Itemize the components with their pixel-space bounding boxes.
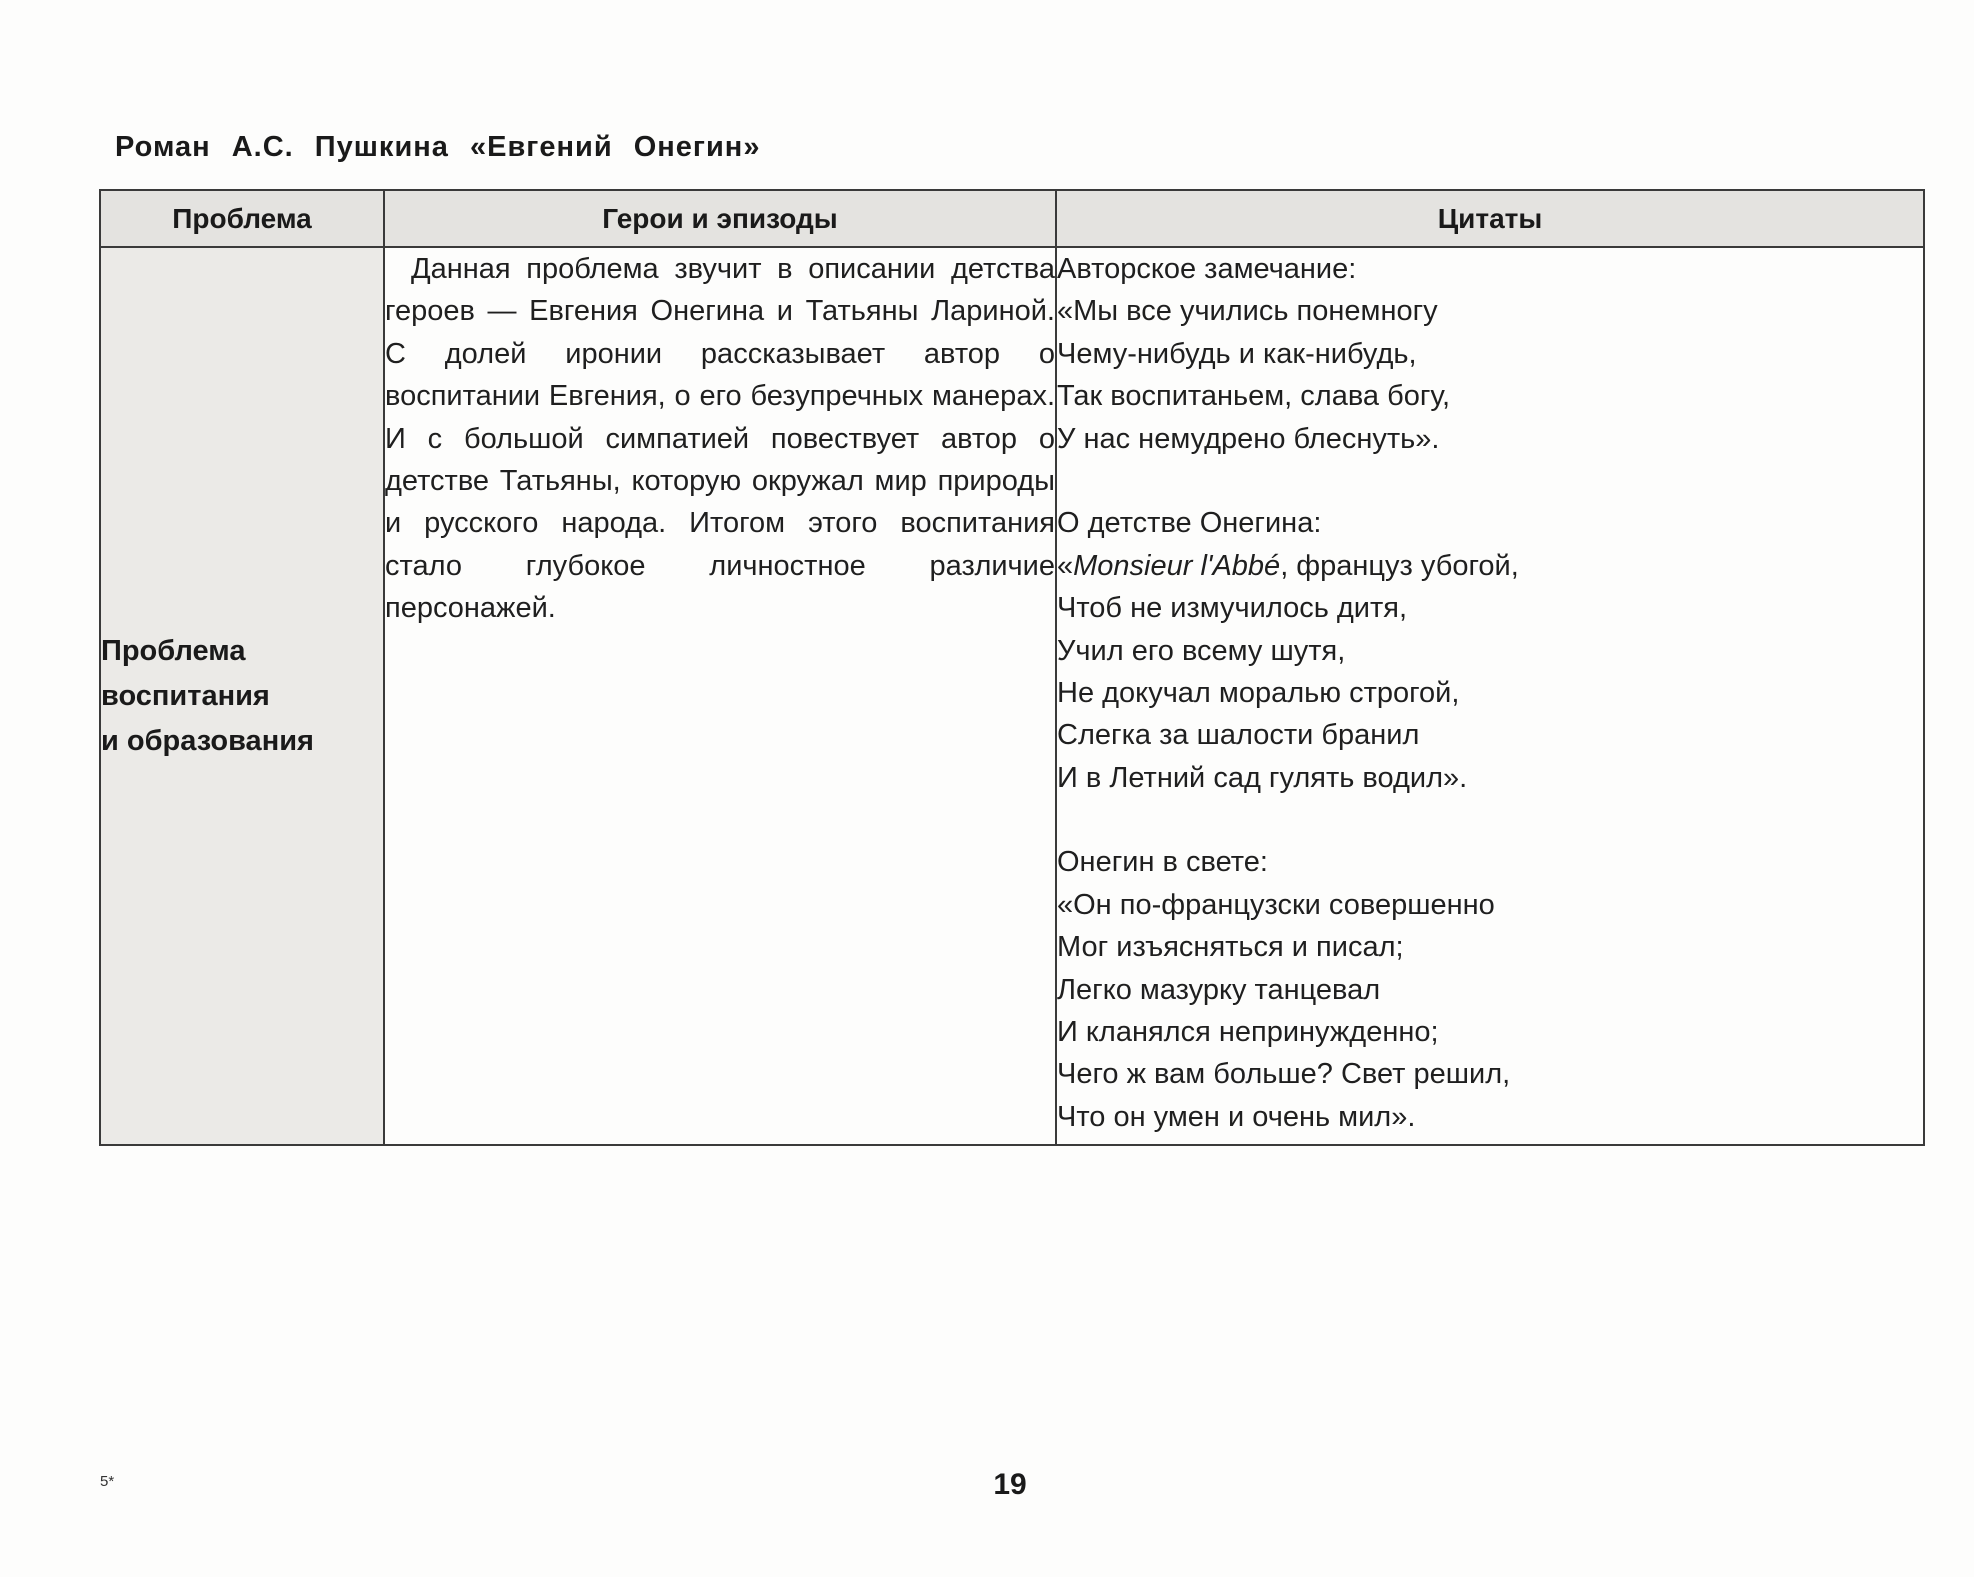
quote-gap <box>1057 460 1923 502</box>
quote-line: Что он умен и очень мил». <box>1057 1100 1416 1133</box>
header-problem: Проблема <box>100 190 384 247</box>
quote-block-society <box>1057 841 1923 1138</box>
heroes-cell <box>384 247 1056 1145</box>
problem-line: и образования <box>101 724 314 757</box>
quote-line: Учил его всему шутя, <box>1057 634 1346 667</box>
quote-line: «Он по-французски совершенно <box>1057 888 1495 921</box>
quote-heading: О детстве Онегина: <box>1057 507 1322 540</box>
problem-cell <box>100 247 384 1145</box>
header-heroes: Герои и эпизоды <box>384 190 1056 247</box>
quote-open-mark: « <box>1057 549 1074 582</box>
quote-line <box>1057 545 1923 587</box>
table-header-row <box>100 190 1924 247</box>
quote-line: Не докучал моралью строгой, <box>1057 676 1460 709</box>
quote-line: И в Летний сад гулять водил». <box>1057 761 1468 794</box>
problems-table <box>99 189 1925 1146</box>
page-title: Роман А.С. Пушкина «Евгений Онегин» <box>115 131 761 163</box>
page-number: 19 <box>993 1468 1027 1501</box>
table-row <box>100 247 1924 1145</box>
quote-block-childhood <box>1057 502 1923 799</box>
quote-line: Слегка за шалости бранил <box>1057 719 1420 752</box>
quote-heading: Авторское замечание: <box>1057 253 1357 285</box>
problem-line: воспитания <box>101 679 270 712</box>
problem-line: Проблема <box>101 634 246 667</box>
quote-line: И кланялся непринужденно; <box>1057 1016 1439 1049</box>
quote-line: Легко мазурку танцевал <box>1057 973 1381 1006</box>
quote-block-author <box>1057 248 1923 460</box>
quote-line: Чего ж вам больше? Свет решил, <box>1057 1058 1511 1091</box>
quote-line: У нас немудрено блеснуть». <box>1057 422 1440 455</box>
quote-line: Мог изъясняться и писал; <box>1057 931 1404 964</box>
quote-line: Так воспитаньем, слава богу, <box>1057 380 1451 413</box>
quote-gap <box>1057 799 1923 841</box>
header-quotes: Цитаты <box>1056 190 1924 247</box>
quote-line-rest: , француз убогой, <box>1280 549 1519 582</box>
quote-heading: Онегин в свете: <box>1057 846 1268 879</box>
quote-line: Чтоб не измучилось дитя, <box>1057 592 1408 625</box>
quote-line: Чему-нибудь и как-нибудь, <box>1057 337 1417 370</box>
quotes-cell <box>1056 247 1924 1145</box>
printer-signature: 5* <box>100 1473 115 1490</box>
quote-line: «Мы все учились понемногу <box>1057 295 1438 328</box>
heroes-paragraph: Данная проблема звучит в описании детства героев — Евгения Онегина и Татьяны Лариной. С долей иронии рассказывает автор о воспитании Евгения, о его безупречных манерах. И с большой симпатией повествует автор о детстве Татьяны, которую окружал мир природы и русского народа. Итогом этого воспитания стало глубокое личностное различие персонажей. <box>385 253 1055 625</box>
quote-italic-phrase: Monsieur l'Abbé <box>1073 549 1281 582</box>
